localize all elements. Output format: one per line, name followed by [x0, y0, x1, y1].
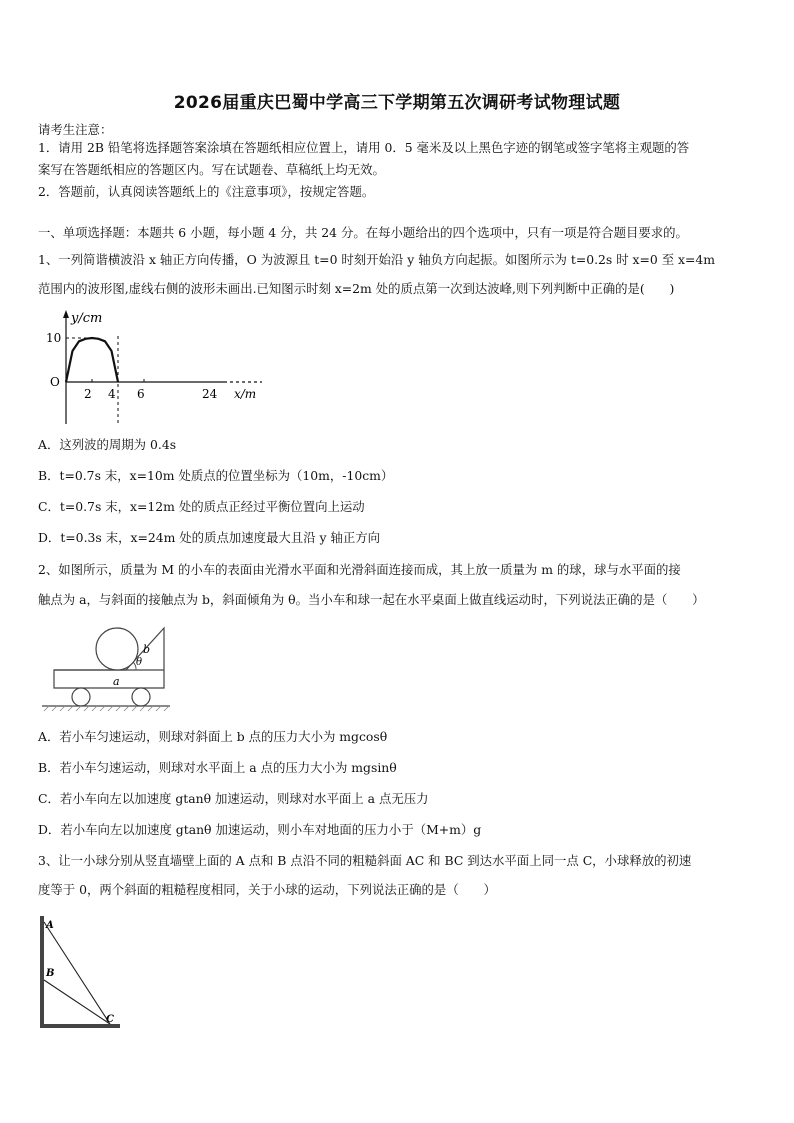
x-tick-label-24: 24	[202, 387, 218, 401]
slope-bc	[44, 980, 110, 1024]
y-tick-label-10: 10	[46, 331, 62, 345]
label-theta: θ	[136, 657, 143, 668]
q2-option-b: B．若小车匀速运动，则球对水平面上 a 点的压力大小为 mgsinθ	[38, 760, 397, 775]
ground-hatch	[44, 706, 169, 711]
section-heading: 一、单项选择题：本题共 6 小题，每小题 4 分，共 24 分。在每小题给出的四个选项中，只有一项是符合题目要求的。	[38, 225, 688, 240]
q1-option-a: A．这列波的周期为 0.4s	[38, 437, 177, 452]
label-b: b	[143, 643, 151, 656]
label-B: B	[46, 968, 55, 979]
q3-stem-line-1: 3、让一小球分别从竖直墙壁上面的 A 点和 B 点沿不同的粗糙斜面 AC 和 BC 到达水平面上同一点 C，小球释放的初速	[38, 853, 692, 868]
x-tick-label-2: 2	[84, 387, 92, 401]
page-title: 2026届重庆巴蜀中学高三下学期第五次调研考试物理试题	[173, 93, 621, 113]
q1-option-c: C．t=0.7s 末，x=12m 处的质点正经过平衡位置向上运动	[38, 499, 365, 514]
y-axis-arrow	[63, 310, 69, 318]
q1-stem-line-2: 范围内的波形图,虚线右侧的波形未画出.已知图示时刻 x=2m 处的质点第一次到达波峰,则下列判断中正确的是( )	[38, 281, 675, 296]
x-tick-label-6: 6	[137, 387, 145, 401]
q2-option-a: A．若小车匀速运动，则球对斜面上 b 点的压力大小为 mgcosθ	[38, 729, 388, 744]
q1-wave-svg	[44, 306, 274, 428]
q1-option-d: D．t=0.3s 末，x=24m 处的质点加速度最大且沿 y 轴正方向	[38, 530, 381, 545]
q2-cart-svg	[40, 622, 172, 714]
notice-item-2: 2．答题前，认真阅读答题纸上的《注意事项》，按规定答题。	[38, 184, 375, 199]
q3-stem-line-2: 度等于 0，两个斜面的粗糙程度相同，关于小球的运动，下列说法正确的是（ ）	[38, 882, 496, 897]
right-wheel	[132, 688, 150, 706]
q2-stem-line-2: 触点为 a，与斜面的接触点为 b，斜面倾角为 θ。当小车和球一起在水平桌面上做直线运动时，下列说法正确的是（ ）	[38, 592, 705, 607]
wall	[40, 916, 44, 1026]
q1-wave-figure	[44, 306, 274, 428]
notice-item-1-line-2: 案写在答题纸相应的答题区内。写在试题卷、草稿纸上均无效。	[38, 162, 385, 177]
wave-curve	[66, 338, 118, 382]
notice-heading: 请考生注意：	[38, 122, 113, 137]
q2-stem-line-1: 2、如图所示，质量为 M 的小车的表面由光滑水平面和光滑斜面连接而成，其上放一质量为 m 的球，球与水平面的接	[38, 562, 681, 577]
label-A: A	[46, 920, 54, 931]
q2-cart-figure	[40, 622, 172, 714]
label-a: a	[113, 675, 120, 688]
x-tick-label-4: 4	[108, 387, 116, 401]
label-C: C	[106, 1014, 114, 1025]
left-wheel	[72, 688, 90, 706]
q2-option-c: C．若小车向左以加速度 gtanθ 加速运动，则球对水平面上 a 点无压力	[38, 791, 429, 806]
origin-label: O	[50, 375, 60, 389]
q3-incline-figure	[36, 914, 126, 1032]
q3-incline-svg	[36, 914, 126, 1032]
q1-stem-line-1: 1、一列简谐横波沿 x 轴正方向传播，O 为波源且 t=0 时刻开始沿 y 轴负方向起振。如图所示为 t=0.2s 时 x=0 至 x=4m	[38, 252, 716, 267]
y-axis-label: y/cm	[71, 311, 103, 326]
notice-item-1-line-1: 1．请用 2B 铅笔将选择题答案涂填在答题纸相应位置上，请用 0．5 毫米及以上黑色字迹的钢笔或签字笔将主观题的答	[38, 140, 690, 155]
ball	[96, 628, 138, 670]
x-axis-label: x/m	[234, 387, 257, 401]
q2-option-d: D．若小车向左以加速度 gtanθ 加速运动，则小车对地面的压力小于（M+m）g	[38, 822, 482, 837]
q1-option-b: B．t=0.7s 末，x=10m 处质点的位置坐标为（10m，-10cm）	[38, 468, 394, 483]
